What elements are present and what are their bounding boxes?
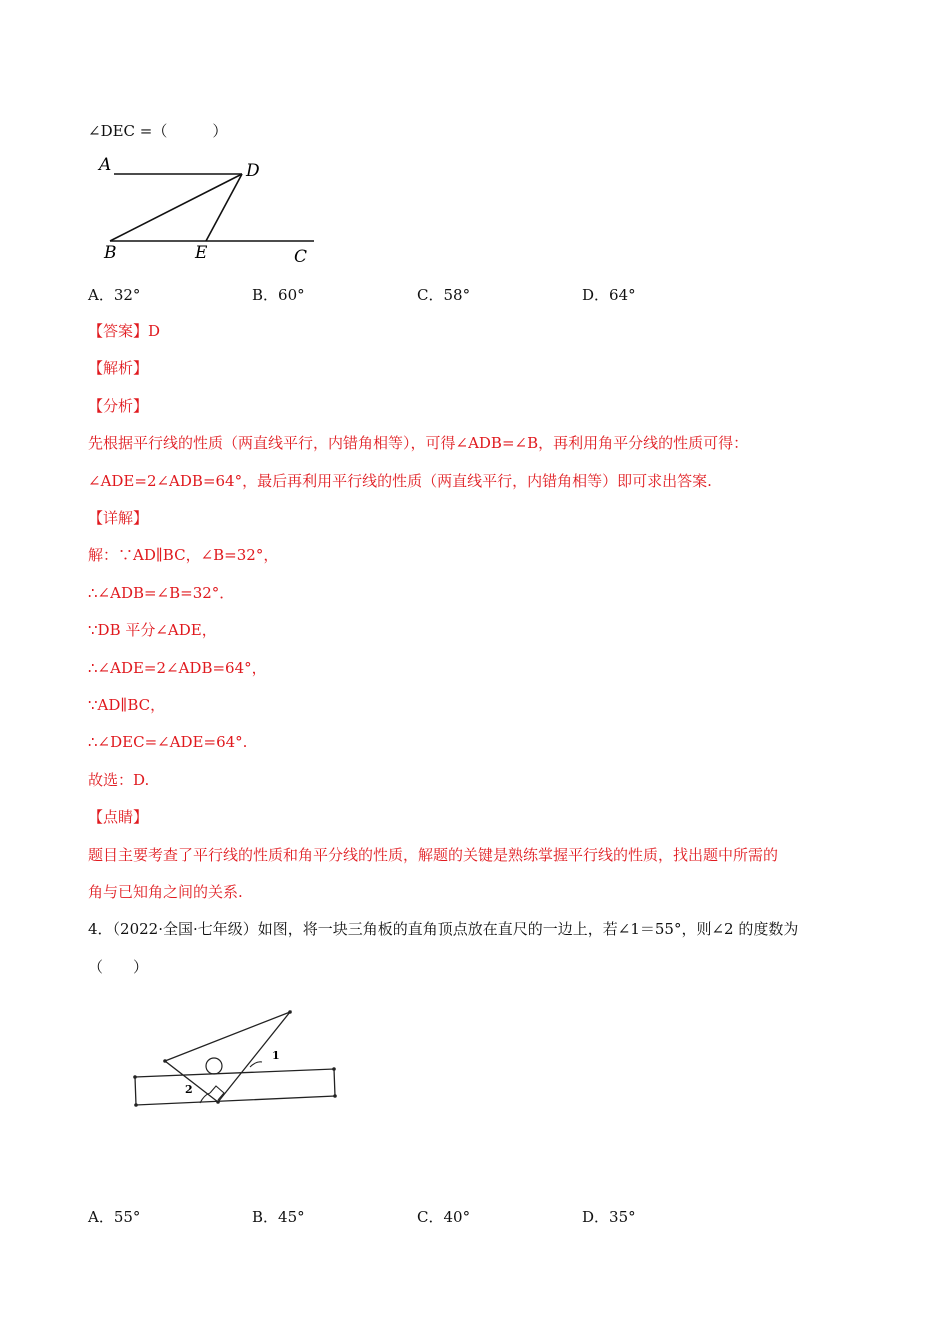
dianjing-line-1: 题目主要考查了平行线的性质和角平分线的性质，解题的关键是熟练掌握平行线的性质，找出题中所需的 — [88, 846, 779, 864]
step-6: ∴∠DEC=∠ADE=64°. — [88, 733, 248, 751]
q3-options — [88, 284, 788, 304]
step-2: ∴∠ADB=∠B=32°． — [88, 584, 235, 602]
angle-2-label: 2 — [185, 1083, 193, 1096]
step-5: ∵AD∥BC， — [88, 696, 166, 714]
q3-option-b[interactable]: B．60° — [252, 286, 305, 304]
choice-line: 故选：D. — [88, 771, 150, 789]
q3-option-a[interactable]: A．32° — [88, 286, 141, 304]
set-square-hole — [206, 1058, 222, 1074]
q3-option-d[interactable]: D．64° — [582, 286, 636, 304]
step-4: ∴∠ADE=2∠ADB=64°， — [88, 659, 267, 677]
line-bd — [110, 174, 242, 241]
label-a: A — [99, 155, 112, 175]
fenxi-line-2: ∠ADE=2∠ADB=64°，最后再利用平行线的性质（两直线平行，内错角相等）即可求出答案. — [88, 472, 712, 490]
q3-option-c[interactable]: C．58° — [417, 286, 471, 304]
q4-option-d[interactable]: D．35° — [582, 1208, 636, 1226]
q4-option-a[interactable]: A．55° — [88, 1208, 141, 1226]
ruler — [135, 1069, 335, 1105]
step-3: ∵DB 平分∠ADE， — [88, 621, 217, 639]
q3-figure — [92, 152, 332, 262]
angle-1-label: 1 — [272, 1049, 280, 1062]
fenxi-heading: 【分析】 — [88, 397, 149, 415]
q4-stem-1: 4．（2022·全国·七年级）如图，将一块三角板的直角顶点放在直尺的一边上，若∠1＝55°，则∠2 的度数为 — [88, 920, 799, 938]
step-1: 解：∵AD∥BC，∠B=32°， — [88, 546, 279, 564]
analysis-heading: 【解析】 — [88, 359, 149, 377]
fenxi-line-1: 先根据平行线的性质（两直线平行，内错角相等），可得∠ADB=∠B，再利用角平分线的性质可得： — [88, 434, 749, 452]
q3-stem-tail: ∠DEC =（ ） — [88, 122, 228, 140]
q4-options — [88, 1206, 788, 1226]
label-e: E — [195, 243, 208, 262]
dianjing-line-2: 角与已知角之间的关系. — [88, 883, 243, 901]
dianjing-heading: 【点睛】 — [88, 808, 149, 826]
q4-option-b[interactable]: B．45° — [252, 1208, 305, 1226]
q4-stem-2: （ ） — [88, 958, 149, 976]
label-d: D — [246, 161, 260, 181]
line-de — [206, 174, 242, 241]
label-c: C — [294, 247, 308, 262]
answer-line: 【答案】D — [88, 322, 161, 340]
q4-figure — [130, 1005, 350, 1135]
q4-option-c[interactable]: C．40° — [417, 1208, 471, 1226]
angle-1-arc — [250, 1062, 262, 1067]
label-b: B — [104, 243, 117, 262]
detail-heading: 【详解】 — [88, 509, 149, 527]
